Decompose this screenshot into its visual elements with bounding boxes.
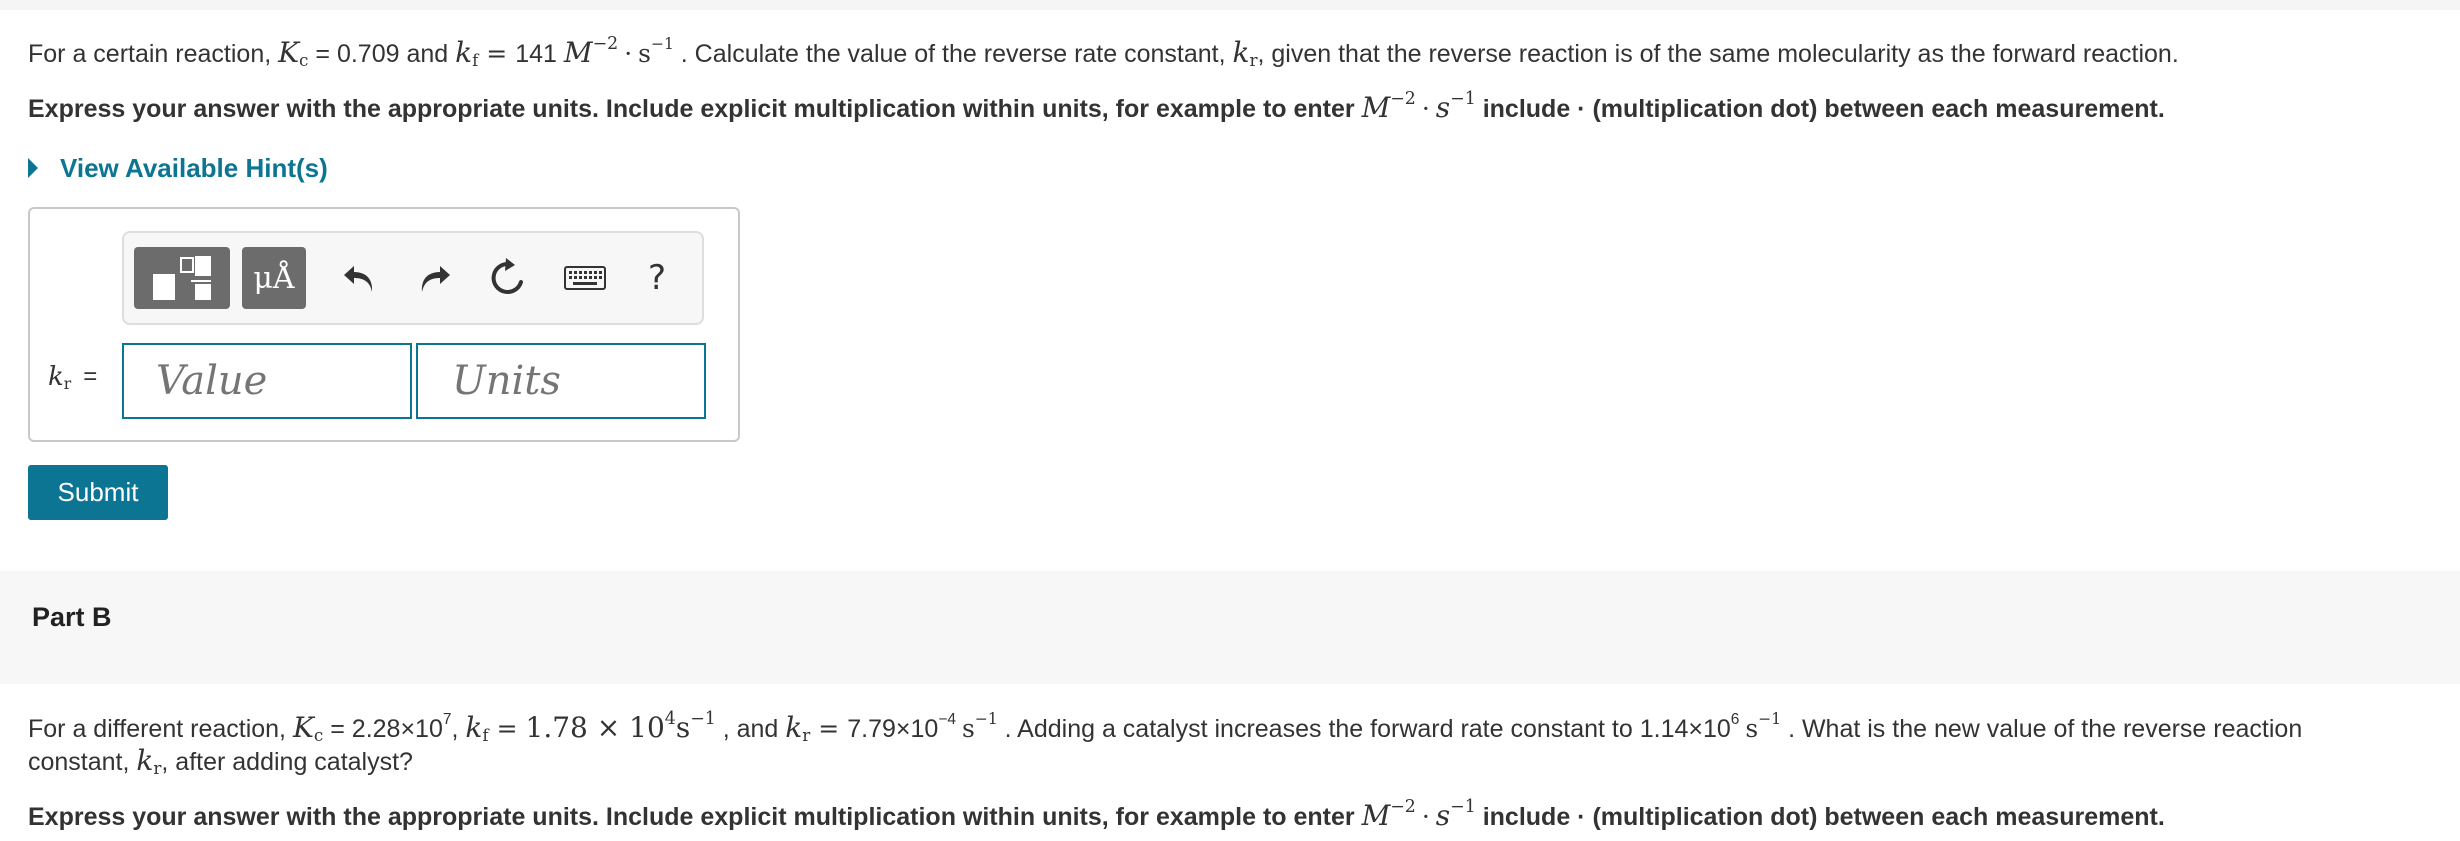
view-hints-toggle[interactable] bbox=[28, 150, 328, 186]
caret-right-icon bbox=[28, 158, 38, 178]
prompt-text: , after adding catalyst? bbox=[161, 748, 413, 776]
unit-m-exponent: −2 bbox=[1390, 89, 1416, 109]
kc-subscript: c bbox=[299, 50, 309, 70]
kc-value: = 2.28×10 bbox=[323, 715, 443, 743]
unit-s bbox=[638, 35, 674, 68]
math-toolbar bbox=[122, 231, 704, 325]
answer-variable-label bbox=[48, 357, 97, 397]
mult-dot: · bbox=[1421, 94, 1430, 123]
prompt-text: For a different reaction, bbox=[28, 715, 293, 743]
kc-subscript: c bbox=[313, 725, 324, 745]
kr-symbol bbox=[48, 362, 71, 393]
kf-subscript: f bbox=[472, 50, 479, 70]
prompt-text: , and bbox=[715, 715, 786, 743]
value-input[interactable] bbox=[122, 343, 412, 419]
kf-symbol bbox=[465, 711, 488, 744]
instructions-text: include · (multiplication dot) between each measurement. bbox=[1475, 95, 2165, 123]
answer-panel bbox=[28, 207, 740, 442]
part-a-instructions bbox=[28, 89, 2165, 125]
kf-value bbox=[526, 711, 716, 744]
new-kf-unit-exponent: −1 bbox=[1758, 710, 1782, 728]
kf-unit: s bbox=[675, 711, 691, 744]
templates-button[interactable] bbox=[134, 247, 230, 309]
instructions-text: Express your answer with the appropriate units. Include explicit multiplication within units, for example to enter bbox=[28, 803, 1362, 831]
prompt-text: For a certain reaction, bbox=[28, 40, 279, 68]
kr-unit-letter: s bbox=[962, 714, 975, 743]
unit-m bbox=[1362, 91, 1416, 124]
help-icon: ? bbox=[647, 258, 667, 298]
part-b-prompt-line2 bbox=[28, 744, 413, 778]
kf-unit-exponent: −1 bbox=[690, 709, 716, 729]
equals-sign: = bbox=[83, 363, 98, 390]
kr-subscript: r bbox=[1249, 50, 1258, 70]
unit-m-exponent: −2 bbox=[592, 34, 619, 54]
kc-symbol bbox=[278, 36, 308, 69]
kc-letter: K bbox=[292, 711, 314, 744]
new-kf-exponent: 6 bbox=[1730, 711, 1740, 728]
kr-value: 7.79×10 bbox=[847, 715, 939, 743]
instructions-text: Express your answer with the appropriate units. Include explicit multiplication within units, for example to enter bbox=[28, 95, 1362, 123]
kr-subscript: r bbox=[153, 758, 162, 778]
unit-s bbox=[1436, 91, 1476, 124]
prompt-text: , given that the reverse reaction is of the same molecularity as the forward reaction. bbox=[1257, 40, 2179, 68]
instructions-text: include · (multiplication dot) between each measurement. bbox=[1475, 803, 2165, 831]
unit-m-letter: M bbox=[563, 36, 593, 69]
kf-exponent: 4 bbox=[664, 709, 676, 729]
kf-subscript: f bbox=[482, 725, 489, 745]
kr-unit bbox=[962, 710, 998, 743]
kr-symbol bbox=[1233, 36, 1258, 69]
undo-icon bbox=[340, 258, 380, 298]
kr-unit-exponent: −1 bbox=[974, 710, 998, 728]
kf-value: 141 bbox=[515, 40, 557, 68]
new-kf-unit-letter: s bbox=[1745, 714, 1759, 743]
kr-symbol bbox=[785, 711, 810, 744]
unit-m-letter: M bbox=[1361, 91, 1391, 124]
new-kf-unit bbox=[1745, 710, 1782, 743]
unit-s-exponent: −1 bbox=[650, 35, 674, 53]
kr-letter: k bbox=[785, 711, 803, 744]
keyboard-button[interactable] bbox=[554, 247, 616, 309]
mult-dot: · bbox=[1421, 802, 1430, 831]
redo-button[interactable] bbox=[403, 247, 465, 309]
kr-exponent: −4 bbox=[938, 711, 956, 728]
prompt-text: , bbox=[451, 715, 466, 743]
submit-button[interactable]: Submit bbox=[28, 465, 168, 520]
keyboard-icon bbox=[564, 265, 606, 291]
prompt-text: . Adding a catalyst increases the forward rate constant to 1.14×10 bbox=[997, 715, 1731, 743]
kr-letter: k bbox=[1232, 36, 1250, 69]
top-strip bbox=[0, 0, 2460, 10]
unit-s bbox=[1436, 799, 1476, 832]
unit-m bbox=[564, 36, 618, 69]
kc-letter: K bbox=[278, 36, 300, 69]
equals-sign: = bbox=[486, 39, 508, 68]
units-button[interactable] bbox=[242, 247, 306, 309]
prompt-text: . Calculate the value of the reverse rate constant, bbox=[673, 40, 1233, 68]
kr-subscript: r bbox=[802, 725, 811, 745]
kr-subscript: r bbox=[63, 374, 72, 393]
mult-dot: · bbox=[624, 39, 633, 68]
unit-s-letter: s bbox=[1435, 91, 1451, 124]
unit-s-exponent: −1 bbox=[1450, 797, 1476, 817]
units-input[interactable] bbox=[416, 343, 706, 419]
kc-symbol bbox=[293, 711, 323, 744]
kr-letter: k bbox=[136, 744, 154, 777]
kc-exponent: 7 bbox=[442, 711, 452, 728]
reset-button[interactable] bbox=[477, 247, 539, 309]
unit-s-letter: s bbox=[638, 39, 651, 68]
unit-s-letter: s bbox=[1435, 799, 1451, 832]
part-a-prompt bbox=[28, 34, 2179, 70]
equals-sign: = bbox=[818, 714, 840, 743]
part-b-prompt bbox=[28, 709, 2302, 745]
part-b-instructions bbox=[28, 797, 2165, 833]
prompt-text: . What is the new value of the reverse reaction bbox=[1781, 715, 2303, 743]
units-icon: μÅ bbox=[253, 260, 295, 296]
templates-icon bbox=[147, 252, 217, 304]
help-button[interactable] bbox=[626, 247, 688, 309]
prompt-text: = 0.709 and bbox=[308, 40, 456, 68]
kr-letter: k bbox=[48, 361, 64, 392]
prompt-text: constant, bbox=[28, 748, 137, 776]
equals-sign: = bbox=[496, 714, 518, 743]
undo-button[interactable] bbox=[329, 247, 391, 309]
redo-icon bbox=[414, 258, 454, 298]
kf-letter: k bbox=[465, 711, 483, 744]
unit-m-exponent: −2 bbox=[1390, 797, 1416, 817]
kr-symbol bbox=[136, 744, 161, 777]
unit-m-letter: M bbox=[1361, 799, 1391, 832]
unit-s-exponent: −1 bbox=[1450, 89, 1476, 109]
part-b-title[interactable]: Part B bbox=[32, 602, 112, 632]
reset-icon bbox=[488, 258, 528, 298]
view-hints-label[interactable]: View Available Hint(s) bbox=[60, 152, 328, 183]
part-b-header bbox=[0, 571, 2460, 684]
unit-m bbox=[1362, 799, 1416, 832]
kf-symbol bbox=[455, 36, 478, 69]
kf-mantissa: 1.78 × 10 bbox=[525, 711, 665, 744]
kf-letter: k bbox=[455, 36, 473, 69]
